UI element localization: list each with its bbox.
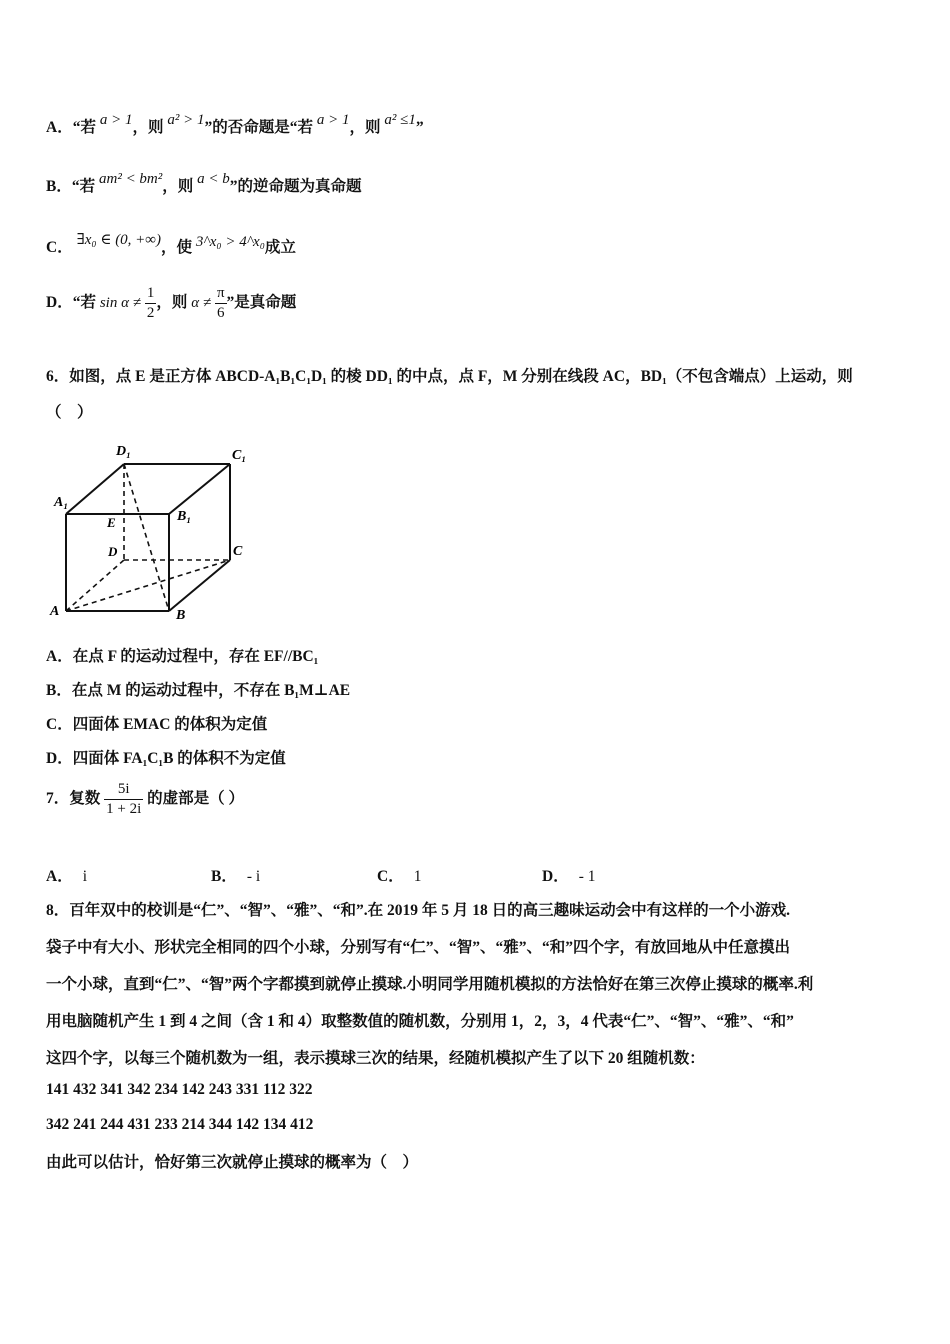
- diagonal-bd1-hidden: [124, 464, 169, 611]
- label-a1: A₁: [54, 495, 69, 510]
- label-b1: B₁: [177, 509, 192, 524]
- q6-stem: 6．如图，点 E 是正方体 ABCD-A₁B₁C₁D₁ 的棱 DD₁ 的中点，点 F，M 分别在线段 AC，BD₁（不包含端点）上运动，则: [46, 368, 853, 385]
- q6-stem-paren: （ ）: [46, 404, 93, 421]
- q7-option-d: D． - 1: [542, 868, 596, 885]
- label-d: D: [108, 544, 118, 559]
- edge-bc: [169, 560, 230, 611]
- fraction-pi-six: $\frac{\pi}{6}$: [216, 285, 225, 321]
- q8-line-2: 袋子中有大小、形状完全相同的四个小球，分别写有“仁”、“智”、“雅”、“和”四个字，有放回地从中任意摸出: [46, 939, 791, 956]
- label-c: C: [233, 544, 243, 559]
- label-d1: D₁: [116, 444, 131, 459]
- fraction-one-half: $\frac{1}{2}$: [146, 285, 155, 321]
- edge-a1d1: [66, 464, 124, 514]
- edge-b1c1: [169, 464, 230, 514]
- q5-option-d: D．“若 sin α ≠ $\frac{1}{2}$ ，则 α ≠ $\frac{\pi}{6}$ ”是真命题: [46, 285, 297, 321]
- label-b: B: [176, 608, 186, 623]
- q8-question: 由此可以估计，恰好第三次就停止摸球的概率为（ ）: [46, 1154, 419, 1171]
- label-c1: C₁: [232, 448, 247, 463]
- q6-option-c: C．四面体 EMAC 的体积为定值: [46, 716, 268, 733]
- q7-option-c: C． 1: [377, 868, 422, 885]
- fraction-5i-over-1-plus-2i: $\frac{5i}{1 + 2i}$: [106, 781, 142, 817]
- diagonal-ac-hidden: [66, 560, 230, 611]
- q8-line-3: 一个小球，直到“仁”、“智”两个字都摸到就停止摸球.小明同学用随机模拟的方法恰好在第三次停止摸球的概率.利: [46, 976, 814, 993]
- cube-figure: [46, 438, 261, 628]
- q6-option-b: B．在点 M 的运动过程中，不存在 B₁M⊥AE: [46, 682, 351, 699]
- q7-option-a: A． i: [46, 868, 88, 885]
- edge-ad-hidden: [66, 560, 124, 611]
- q8-line-4: 用电脑随机产生 1 到 4 之间（含 1 和 4）取整数值的随机数，分别用 1，2，3，4 代表“仁”、“智”、“雅”、“和”: [46, 1013, 794, 1030]
- q6-option-d: D．四面体 FA₁C₁B 的体积不为定值: [46, 750, 286, 767]
- label-a: A: [50, 604, 60, 619]
- q8-line-1: 8．百年双中的校训是“仁”、“智”、“雅”、“和”.在 2019 年 5 月 18 日的高三趣味运动会中有这样的一个小游戏.: [46, 902, 791, 919]
- q8-line-5: 这四个字，以每三个随机数为一组，表示摸球三次的结果，经随机模拟产生了以下 20 组随机数：: [46, 1050, 705, 1067]
- q5-option-b: B．“若 am² < bm²，则 a < b”的逆命题为真命题: [46, 171, 362, 195]
- q8-random-numbers-row-2: 342 241 244 431 233 214 344 142 134 412: [46, 1116, 314, 1133]
- q7-stem: 7．复数 $\frac{5i}{1 + 2i}$ 的虚部是（ ）: [46, 781, 245, 817]
- q6-option-a: A．在点 F 的运动过程中，存在 EF//BC₁: [46, 648, 319, 665]
- q8-random-numbers-row-1: 141 432 341 342 234 142 243 331 112 322: [46, 1081, 313, 1098]
- q5-option-c: C． ∃x₀ ∈ (0, +∞)，使 3^x₀ > 4^x₀成立: [46, 232, 296, 256]
- q7-option-b: B． - i: [211, 868, 261, 885]
- q5-option-a: A．“若 a > 1，则 a² > 1”的否命题是“若 a > 1，则 a² ≤1”: [46, 112, 424, 136]
- label-e: E: [107, 515, 116, 530]
